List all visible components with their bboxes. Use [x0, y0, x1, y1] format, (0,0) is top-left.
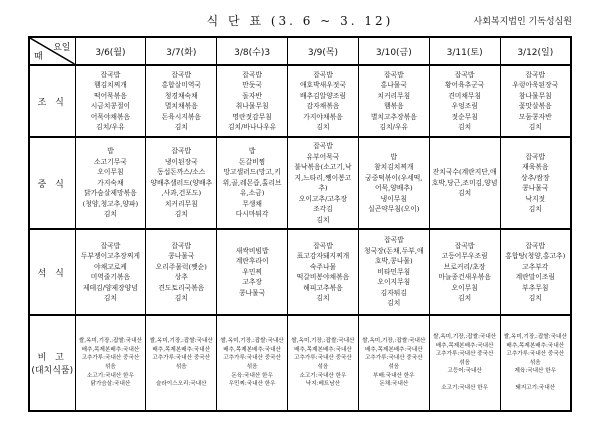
dish-line: 표고감자돼지찌개: [296, 252, 350, 260]
origin-line: 섞음: [246, 364, 258, 370]
dish-line: 불낙볶음(소고기,낙: [294, 163, 352, 171]
dish-line: 오리주물럭(쨋순): [155, 262, 207, 271]
origin-line: 쌀,옥미,기장,:잡쌀:국내산: [149, 338, 213, 345]
dish-line: 견미채무침: [448, 91, 482, 100]
menu-cell: [429, 137, 500, 229]
origin-line: 섞음: [529, 359, 541, 366]
origin-line: 돈육:국내산 한우: [231, 372, 273, 379]
dish-line: 잡곡밥: [313, 241, 333, 250]
dish-line: 우렁아욱된장국: [512, 81, 559, 89]
dish-line: 젓순무침: [451, 112, 478, 121]
menu-cell: [146, 229, 217, 315]
dish-line: 낙지젓: [525, 194, 546, 203]
note-title: 비 고: [37, 353, 67, 363]
dish-line: 냉이된장국: [164, 157, 198, 166]
dish-line: 밥: [107, 147, 114, 156]
origin-line: [464, 376, 466, 385]
origin-line: 낙지:베트남산: [305, 381, 341, 388]
dish-line: 지,느타리,쩽이봉고: [294, 173, 352, 182]
origin-line: 고추가루:국내산 중국산: [435, 351, 494, 358]
page-title: 식 단 표 (3. 6 ~ 3. 12): [206, 14, 394, 28]
dish-line: 재육볶음: [522, 163, 549, 171]
dish-line: 감자채볶음: [306, 102, 340, 110]
dish-line: 치커리무침: [377, 91, 411, 100]
dish-line: 새싹비빔밥: [235, 246, 269, 255]
dish-line: 김치: [458, 189, 472, 198]
dish-line: 잡곡밥: [100, 241, 121, 250]
dish-line: 비타민무침: [377, 267, 411, 276]
dish-line: 부추무침: [522, 283, 549, 292]
dish-line: 김치: [528, 123, 542, 131]
origin-line: 쌀,옥미,기장,:잡쌀:국내산: [291, 338, 355, 345]
origin-line: 소고기:국내산 한우: [299, 372, 347, 379]
origin-line: 섞음: [388, 364, 400, 370]
note-cell: [288, 315, 359, 411]
dish-line: 콩나물국: [238, 288, 266, 297]
origin-line: 우민찌:국내산 한우: [228, 381, 276, 388]
menu-cell: [75, 65, 146, 137]
note-cell: [217, 315, 288, 411]
origin-line: 고추가루:국내산 중국산: [506, 351, 565, 358]
dinner-row: [29, 229, 571, 315]
lunch-label: 중 식: [29, 137, 75, 229]
dish-line: 김치: [174, 210, 188, 219]
origin-line: 배추,목제본배추:국내산: [294, 346, 352, 353]
dish-line: 잡곡밥: [100, 70, 121, 79]
dish-line: 추): [318, 184, 328, 192]
origin-line: [180, 372, 182, 381]
dish-line: 제테김/양제장양념: [83, 283, 138, 292]
note-row: [29, 315, 571, 411]
dinner-label: 석 식: [29, 229, 75, 315]
origin-line: 돈채:국내산: [379, 381, 409, 388]
note-cell: [146, 315, 217, 411]
origin-line: 쌀,옥미,기장,:잡쌀:국내산: [362, 338, 426, 345]
day-header: 3/11(토): [429, 37, 500, 65]
origin-line: 쌀,옥미,기장,:잡쌀:국내산: [433, 333, 497, 340]
dish-line: 멸치채볶음: [164, 102, 198, 110]
dish-line: 명란젓감무침: [232, 112, 272, 121]
dish-line: 우민찌: [242, 267, 262, 276]
menu-cell: [500, 65, 571, 137]
dish-line: 김치: [103, 210, 117, 219]
note-cell: [500, 315, 571, 411]
menu-cell: [146, 137, 217, 229]
menu-cell: [288, 137, 359, 229]
dish-line: 망고샐러드(망고,키: [223, 168, 281, 177]
dish-line: 김치: [528, 205, 542, 213]
dish-line: 닭가슴살제망볶음: [84, 189, 137, 198]
dish-line: 콩나물국: [522, 184, 549, 192]
origin-line: 쌀,옥미,기장,:잡쌀:국내산: [78, 338, 142, 345]
lunch-row: [29, 137, 571, 229]
dish-line: 계란말이조림: [515, 273, 555, 281]
dish-line: 동섭돈까스/소스: [157, 168, 206, 177]
dish-line: 유,소금): [239, 189, 265, 198]
dish-line: 김치: [316, 123, 330, 131]
dish-line: 궁중떡볶이(우세떡,: [365, 173, 423, 182]
dish-line: 잡곡밥: [525, 241, 546, 250]
origin-line: 섞음: [105, 364, 116, 370]
menu-table: [28, 36, 572, 412]
dish-line: 김치: [103, 294, 117, 302]
origin-line: 쌀,옥미,기장,:잡쌀:국내산: [220, 338, 284, 345]
dish-line: 해피고추볶음: [303, 283, 343, 292]
dish-line: 잡곡밥: [313, 142, 333, 150]
dish-line: 호박,당근,조미김,양념: [431, 178, 498, 187]
dish-line: 가지숙채: [97, 178, 124, 187]
dish-line: 호박,콩나물): [374, 257, 413, 266]
dish-line: 가지야채볶음: [303, 112, 343, 121]
dish-line: 어묵,양배추): [374, 184, 413, 192]
dish-line: 떡갈비봉야채볶음: [296, 273, 350, 281]
dish-line: 배추김알양조림: [299, 91, 346, 100]
dish-line: 김치: [458, 294, 472, 302]
dish-line: 김치: [458, 123, 472, 131]
note-sublabel: (대치식품): [31, 366, 74, 376]
dish-line: 김치: [316, 215, 330, 224]
menu-cell: [358, 137, 429, 229]
menu-cell: [500, 137, 571, 229]
dish-line: 김자튀김: [380, 288, 407, 297]
dish-line: 견도토리국볶음: [158, 283, 205, 292]
menu-cell: [358, 229, 429, 315]
dish-line: 잡곡밥: [525, 152, 546, 161]
header-row: [29, 37, 571, 65]
origin-line: 돼지고기:국내산: [515, 385, 556, 392]
menu-cell: [75, 137, 146, 229]
dish-line: 두부젱이고추장찌게: [80, 252, 140, 260]
note-cell: [429, 315, 500, 411]
origin-line: 소고기:국내산 한우: [86, 372, 134, 379]
dish-line: 김치: [528, 294, 542, 302]
dish-line: 무생채: [242, 199, 262, 208]
day-header: 3/8(수)3: [217, 37, 288, 65]
dish-line: 오이무침: [451, 283, 478, 292]
day-header: 3/12(일): [500, 37, 571, 65]
dish-line: 어묵야채볶음: [90, 112, 131, 121]
corner-meal-label: 때: [34, 52, 43, 62]
dish-line: 브로커리/초장: [443, 262, 486, 271]
menu-cell: [217, 65, 288, 137]
dish-line: 잡곡밥: [454, 70, 475, 79]
day-header: 3/7(화): [146, 37, 217, 65]
dish-line: 모둠콩자반: [518, 112, 552, 121]
menu-cell: [146, 65, 217, 137]
dish-line: 참나물무침: [518, 91, 552, 100]
dish-line: 잡곡밥: [454, 241, 475, 250]
origin-line: 배추,목제본배추:국내산: [364, 346, 423, 353]
origin-line: 부배:국내산 한우: [373, 372, 415, 379]
dish-line: 김치: [174, 123, 188, 131]
dish-line: 상추/쌈장: [521, 173, 550, 182]
dish-line: 김치/우유: [96, 123, 125, 131]
dish-line: 꽃맛살볶음: [518, 102, 552, 110]
menu-cell: [288, 65, 359, 137]
dish-line: 유부어묵국: [306, 152, 340, 161]
origin-line: 배추,목제본배추:국내산: [152, 346, 211, 353]
dish-line: 조각김: [313, 205, 333, 213]
dish-line: 김치/우유: [379, 123, 409, 131]
dish-line: 밥: [390, 152, 398, 161]
origin-line: 소고기:국내산 한우: [441, 385, 489, 392]
origin-line: 고추가루:국내산 중국산: [223, 355, 281, 362]
note-cell: [358, 315, 429, 411]
dish-line: 계란후라이: [235, 257, 269, 266]
day-header: 3/6(월): [75, 37, 146, 65]
dish-line: 만둣국: [242, 81, 262, 89]
origin-line: 배추,목제본배추:국내산: [506, 342, 565, 349]
origin-line: 닭가슴살:국내산: [90, 381, 131, 388]
dish-line: 위,골,레몬즙,홀리브: [222, 178, 282, 187]
dish-line: 고등어무우조림: [441, 252, 488, 260]
dish-line: 햄김치찌개: [94, 81, 127, 89]
dish-line: 양배추샐러드(양배추: [150, 178, 213, 187]
dish-line: 김치: [316, 294, 330, 302]
dish-line: 홍나물국: [380, 81, 407, 89]
dish-line: ,사과,건포도): [161, 189, 202, 198]
dish-line: 콩나물국: [168, 252, 195, 260]
dish-line: 오이고추/고추장: [298, 194, 348, 203]
dish-line: 잡곡밥: [383, 70, 404, 79]
dish-line: 떡어묵볶음: [94, 91, 127, 100]
origin-line: 배추,목제본배추:국내산: [435, 342, 494, 349]
origin-line: 섞음: [317, 364, 329, 370]
dish-line: 치커리무침: [164, 199, 198, 208]
dish-line: 돈육시지볶음: [161, 112, 201, 121]
dish-line: 고추부각: [522, 262, 549, 271]
dish-line: 잡곡밥: [383, 236, 404, 245]
dish-line: 참치김치찌개: [374, 163, 414, 171]
dish-line: 오이무침: [97, 168, 124, 177]
dish-line: (청양,청고추,양파): [82, 199, 139, 208]
dish-line: 김치: [174, 294, 188, 302]
breakfast-label: 조 식: [29, 65, 75, 137]
menu-cell: [217, 229, 288, 315]
breakfast-row: [29, 65, 571, 137]
dish-line: 잡곡밥: [313, 70, 333, 79]
organization-name: 사회복지법인 기독성심원: [473, 17, 572, 27]
menu-cell: [75, 229, 146, 315]
dish-line: 잡곡밥: [171, 147, 192, 156]
dish-line: 미역줄기볶음: [90, 273, 131, 281]
note-cell: [75, 315, 146, 411]
dish-line: 잡곡밥: [171, 70, 192, 79]
dish-line: 홍합탕(청양,홍고추): [505, 252, 566, 260]
day-header: 3/10(금): [358, 37, 429, 65]
dish-line: 실곤약무침(오이): [368, 205, 420, 213]
dish-line: 황어육추군국: [444, 81, 485, 89]
menu-cell: [429, 229, 500, 315]
dish-line: 돈갈비찜: [238, 157, 266, 166]
origin-line: 배추,목제본배추:국내산: [81, 346, 140, 353]
dish-line: 홍합살미역국: [161, 81, 201, 89]
origin-line: 고추가루:국내산 중국산: [81, 355, 140, 362]
origin-line: 고추가루:국내산 중국산: [294, 355, 352, 362]
menu-cell: [500, 229, 571, 315]
origin-line: 쌀,옥미,기장,:잡쌀:국내산: [503, 333, 567, 340]
dish-line: 김치: [387, 299, 401, 308]
origin-line: 배추,목제본배추:국내산: [223, 346, 281, 353]
menu-cell: [429, 65, 500, 137]
dish-line: 잡곡밥: [242, 70, 262, 79]
dish-line: 고추장: [242, 278, 262, 287]
corner-day-label: 요일: [53, 43, 71, 53]
dish-line: 밥: [248, 147, 256, 156]
day-header: 3/9(목): [288, 37, 359, 65]
dish-line: 청국장(돈채,두부,애: [364, 246, 424, 255]
dish-line: 잡곡밥: [171, 241, 192, 250]
menu-cell: [217, 137, 288, 229]
dish-line: 소고기무국: [94, 157, 127, 166]
dish-line: 우엉조림: [451, 102, 478, 110]
dish-line: 냉이무침: [380, 194, 407, 203]
dish-line: 햄볶음: [383, 102, 404, 110]
dish-line: 별치고추장볶음: [370, 112, 417, 121]
dish-line: 숙주나물: [309, 262, 337, 271]
dish-line: 마늘종건새우볶음: [438, 273, 491, 281]
dish-line: 오이지무침: [377, 278, 411, 287]
menu-cell: [288, 229, 359, 315]
dish-line: 상추: [174, 273, 188, 281]
origin-line: [534, 376, 536, 385]
origin-line: 제육:국내산 한우: [514, 368, 557, 375]
menu-cell: [358, 65, 429, 137]
origin-line: 섞음: [175, 364, 187, 370]
origin-line: 고추가루:국내산 중국산: [152, 355, 211, 362]
dish-line: 잡곡밥: [525, 70, 546, 79]
corner-cell: [29, 37, 75, 65]
dish-line: 돌자반: [242, 91, 262, 100]
origin-line: 고등어:국내산: [447, 368, 482, 375]
dish-line: 김치/바나나우유: [227, 123, 277, 131]
dish-line: 애호박새우젓국: [299, 81, 346, 89]
dish-line: 잔치국수(계란지단,애: [432, 168, 497, 177]
dish-line: 취나물무침: [235, 102, 269, 110]
origin-line: 섞음: [459, 359, 471, 366]
note-label: [29, 315, 75, 411]
origin-line: 고추가루:국내산 중국산: [364, 355, 423, 362]
dish-line: 야채고로케: [94, 262, 127, 271]
origin-line: 슬라이스오리:국내산: [156, 381, 207, 388]
dish-line: 다시마튀각: [235, 210, 269, 219]
dish-line: 청경채숙채: [164, 91, 198, 100]
dish-line: 시금치콩절이: [90, 102, 131, 110]
